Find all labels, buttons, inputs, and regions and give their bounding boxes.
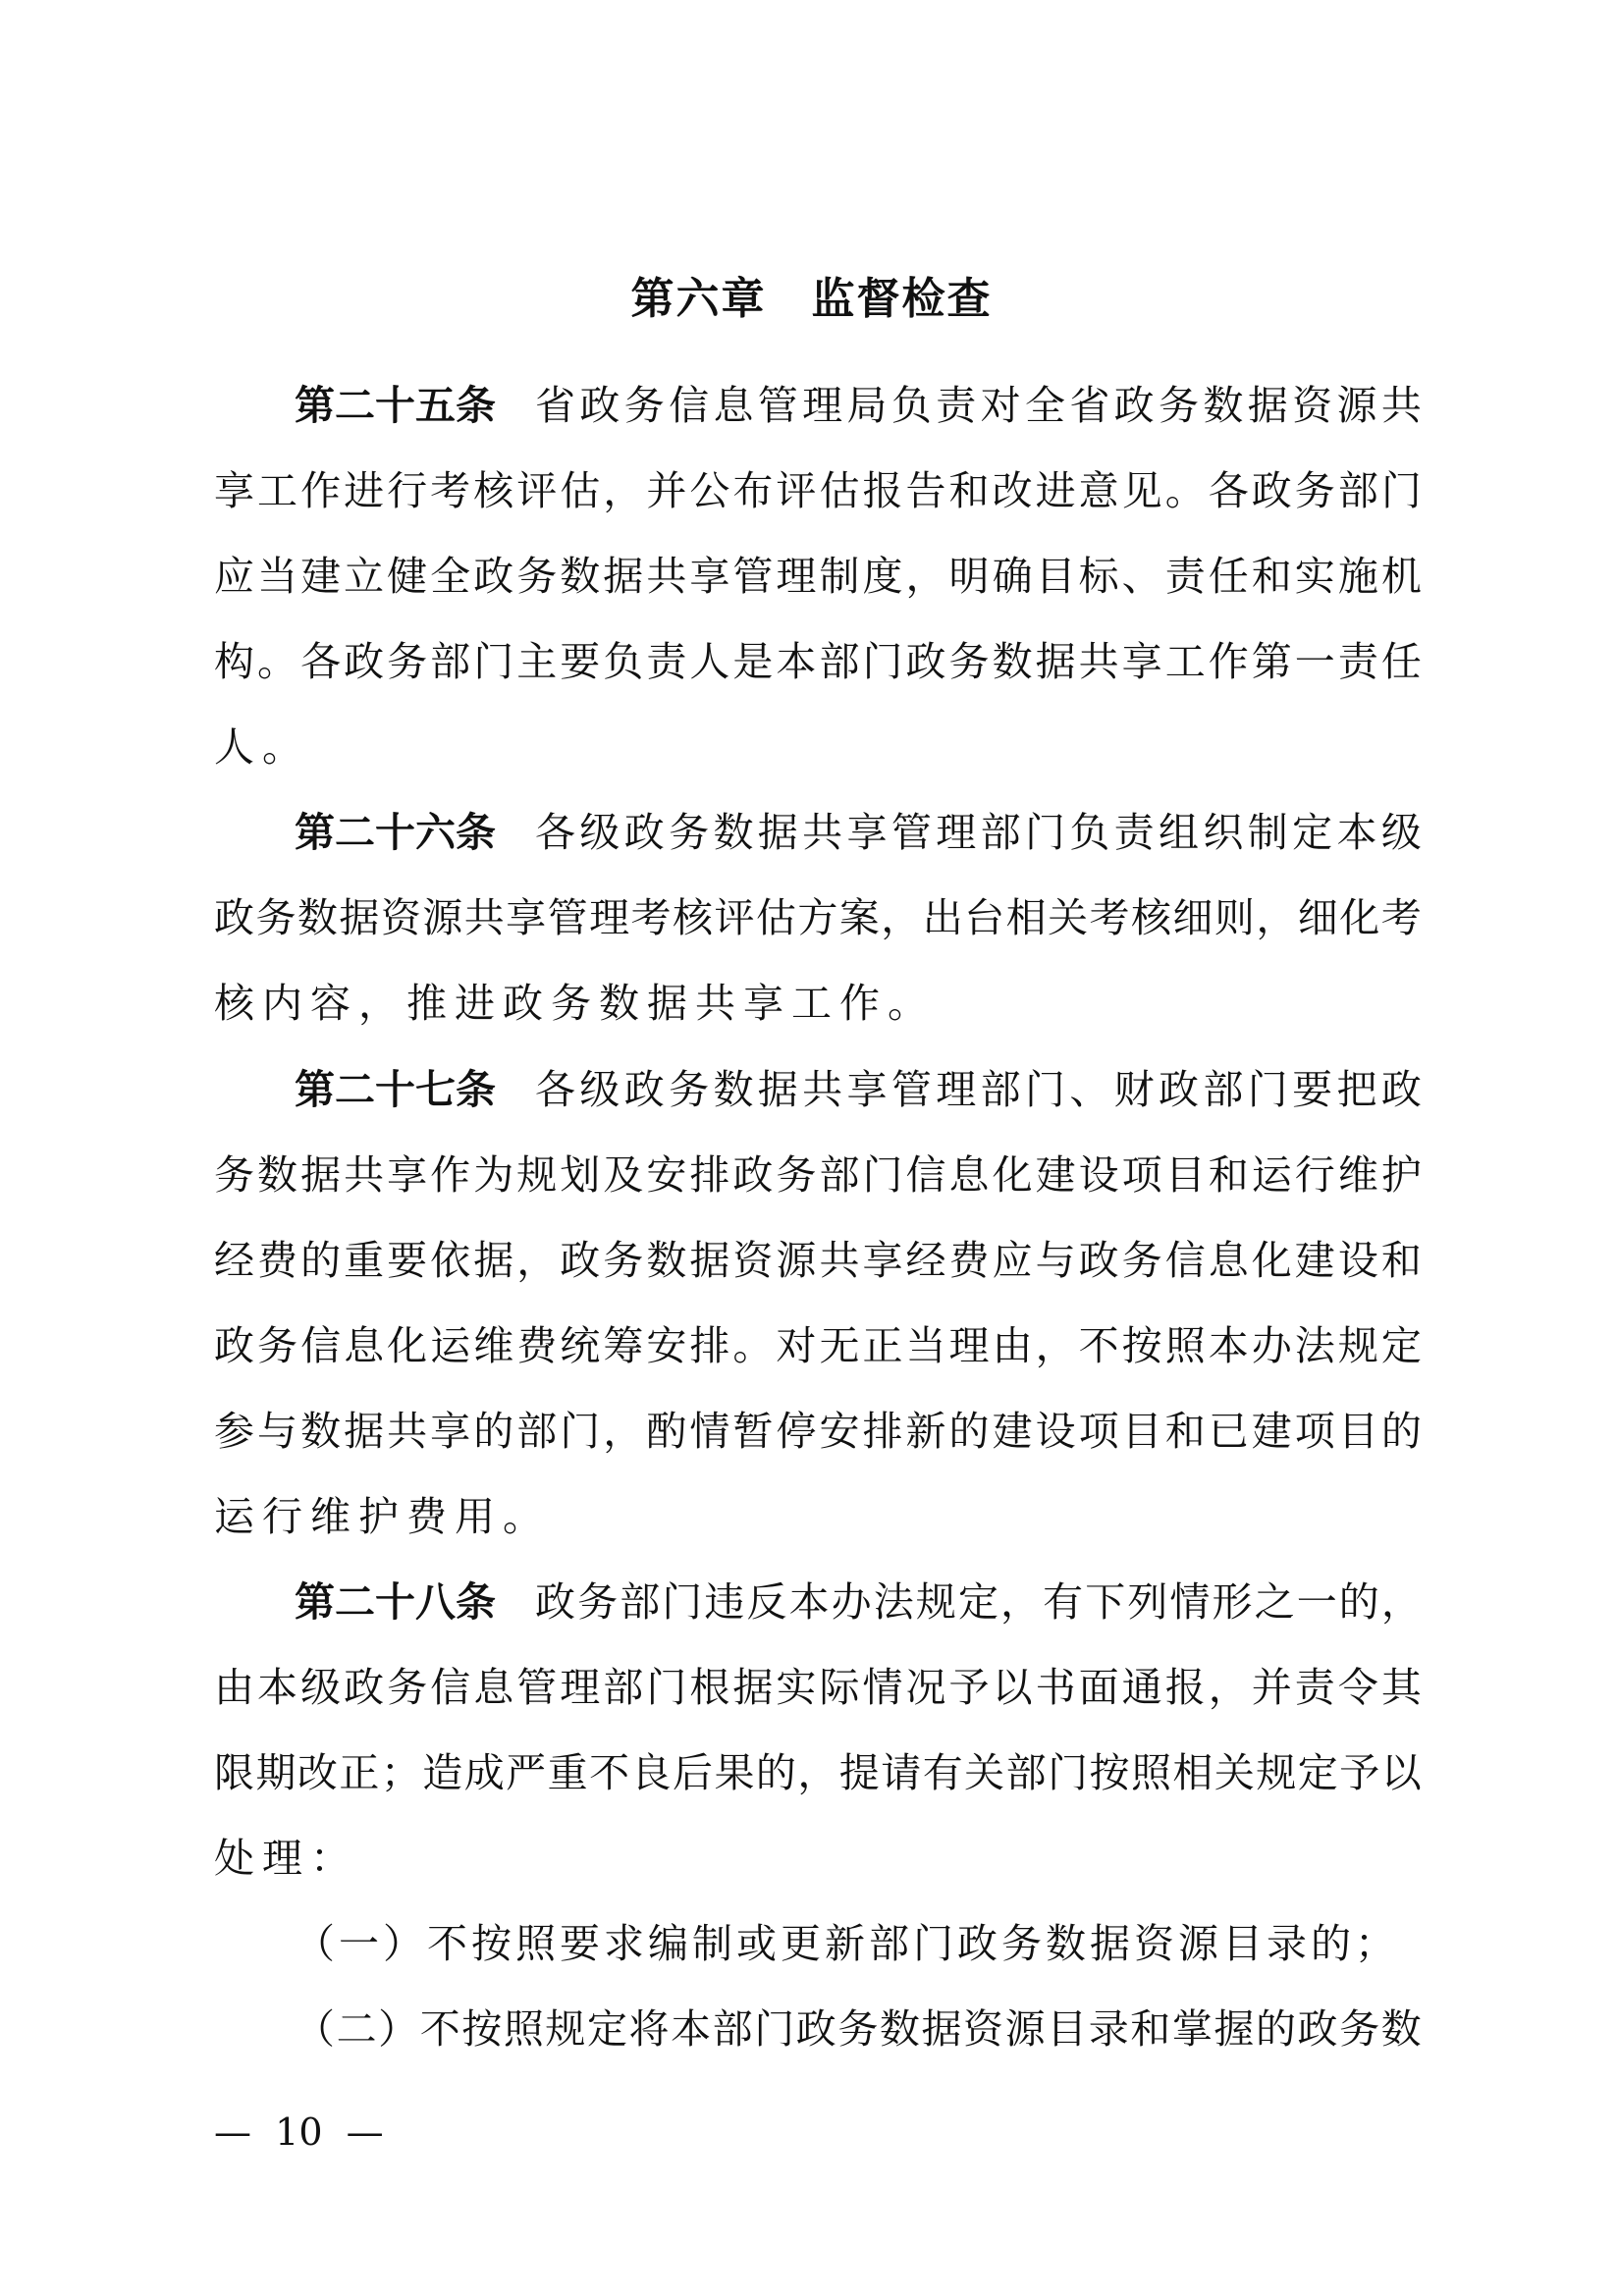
article-first-line [295, 376, 1422, 435]
article-label: 第二十五条 [295, 382, 496, 429]
article-line: 限 期 改 正 ； 造 成 严 重 不 良 后 果 的 ， 提 请 有 关 部 门 按 照 相 关 规 定 予 以 [214, 1749, 1422, 1796]
article-label: 第二十七条 [295, 1066, 496, 1113]
article-line: 处理： [214, 1835, 358, 1882]
article-label: 第二十六条 [295, 809, 496, 856]
article-text: 省 政 务 信 息 管 理 局 负 责 对 全 省 政 务 数 据 资 源 共 [535, 382, 1422, 429]
list-item: （ 二 ） 不 按 照 规 定 将 本 部 门 政 务 数 据 资 源 目 录 和 掌 握 的 政 务 数 [295, 2005, 1422, 2053]
article-text: 政 务 部 门 违 反 本 办 法 规 定 ， 有 下 列 情 形 之 一 的 ， [535, 1578, 1422, 1626]
article-line: 核内容，推进政务数据共享工作。 [214, 980, 936, 1027]
article-text: 各 级 政 务 数 据 共 享 管 理 部 门 负 责 组 织 制 定 本 级 [535, 809, 1422, 856]
chapter-title: 第六章 监督检查 [630, 274, 993, 324]
article-first-line [295, 1060, 1422, 1119]
article-line: 政 务 数 据 资 源 共 享 管 理 考 核 评 估 方 案 ， 出 台 相 关 考 核 细 则 ， 细 化 考 [214, 894, 1422, 941]
article-line: 运行维护费用。 [214, 1493, 551, 1540]
article-text: 各 级 政 务 数 据 共 享 管 理 部 门 、 财 政 部 门 要 把 政 [535, 1066, 1422, 1113]
article-first-line [295, 1573, 1422, 1631]
article-line: 享 工 作 进 行 考 核 评 估 ， 并 公 布 评 估 报 告 和 改 进 意 见 。 各 政 务 部 门 [214, 467, 1422, 514]
article-first-line [295, 803, 1422, 862]
article-line: 由 本 级 政 务 信 息 管 理 部 门 根 据 实 际 情 况 予 以 书 面 通 报 ， 并 责 令 其 [214, 1664, 1422, 1711]
article-line: 务 数 据 共 享 作 为 规 划 及 安 排 政 务 部 门 信 息 化 建 设 项 目 和 运 行 维 护 [214, 1151, 1422, 1199]
article-line: 应 当 建 立 健 全 政 务 数 据 共 享 管 理 制 度 ， 明 确 目 标 、 责 任 和 实 施 机 [214, 553, 1422, 600]
list-item: （一）不按照要求编制或更新部门政务数据资源目录的； [295, 1920, 1399, 1967]
article-line: 参 与 数 据 共 享 的 部 门 ， 酌 情 暂 停 安 排 新 的 建 设 项 目 和 已 建 项 目 的 [214, 1408, 1422, 1455]
article-line: 政 务 信 息 化 运 维 费 统 筹 安 排 。 对 无 正 当 理 由 ， 不 按 照 本 办 法 规 定 [214, 1322, 1422, 1369]
article-line: 经 费 的 重 要 依 据 ， 政 务 数 据 资 源 共 享 经 费 应 与 政 务 信 息 化 建 设 和 [214, 1237, 1422, 1284]
article-line: 构 。 各 政 务 部 门 主 要 负 责 人 是 本 部 门 政 务 数 据 共 享 工 作 第 一 责 任 [214, 638, 1422, 685]
article-label: 第二十八条 [295, 1578, 496, 1626]
article-line: 人。 [214, 723, 310, 771]
page-number: — 10 — [214, 2110, 384, 2154]
